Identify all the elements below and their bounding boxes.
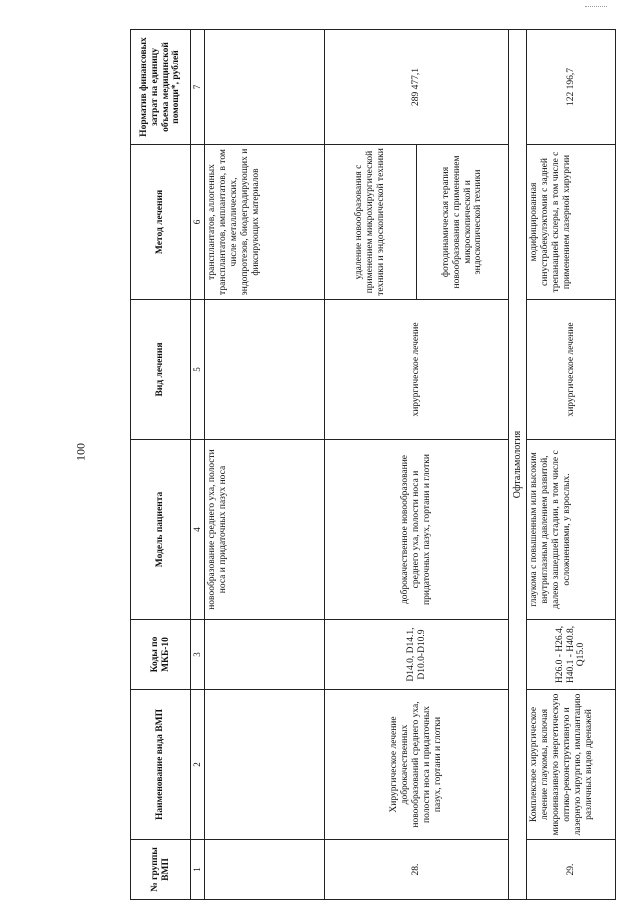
vmp-table xyxy=(130,29,616,900)
vmp-name-cell: Комплексное хирургическое лечение глаукомы, включая микроинвазивную энергетическую оптико-реконструктивную и лазерную хирургию, имплантацию различных видов дренажей xyxy=(527,690,616,840)
empty-cell xyxy=(205,690,325,840)
page-number: 100 xyxy=(73,443,88,461)
header-cost-norm: Норматив финансовых затрат на единицу объема медицинской помощи*, рублей xyxy=(131,30,191,145)
scan-artifact xyxy=(585,6,607,9)
header-vmp-name: Наименование вида ВМП xyxy=(131,690,191,840)
column-number: 7 xyxy=(191,30,205,145)
header-group-number: № группы ВМП xyxy=(131,840,191,900)
column-number: 5 xyxy=(191,300,205,440)
group-number-cell: 29. xyxy=(527,840,616,900)
treatment-type-cell: хирургическое лечение xyxy=(325,300,509,440)
group-number-cell: 28. xyxy=(325,840,509,900)
treatment-type-cell: хирургическое лечение xyxy=(527,300,616,440)
empty-cell xyxy=(205,30,325,145)
continuation-row xyxy=(205,30,325,900)
method-cell: фотодинамическая терапия новообразования с применением микроскопической и эндоскопической техники xyxy=(417,145,509,300)
column-number-row xyxy=(191,30,205,900)
method-cell: модифицированная синустрабекулэктомия с задней трепанацией склеры, в том числе с применением лазерной хирургии xyxy=(527,145,616,300)
patient-model-cell: глаукома с повышенным или высоким внутриглазным давлением развитой, далеко зашедшей стадии, в том числе с осложнениями, у взрослых. xyxy=(527,440,616,620)
patient-model-cell: доброкачественное новообразование среднего уха, полости носа и придаточных пазух, гортани и глотки xyxy=(325,440,509,620)
vmp-name-cell: Хирургическое лечение доброкачественных новообразований среднего уха, полости носа и придаточных пазух, гортани и глотки xyxy=(325,690,509,840)
section-title: Офтальмология xyxy=(509,30,527,900)
header-icd-codes: Коды по МКБ-10 xyxy=(131,620,191,690)
empty-cell xyxy=(205,620,325,690)
patient-model-cell: новообразование среднего уха, полости носа и придаточных пазух носа xyxy=(205,440,325,620)
column-number: 3 xyxy=(191,620,205,690)
section-row xyxy=(509,30,527,900)
column-number: 6 xyxy=(191,145,205,300)
header-treatment-type: Вид лечения xyxy=(131,300,191,440)
group-28-row xyxy=(325,30,417,900)
icd-codes-cell: D14.0, D14.1, D10.0-D10.9 xyxy=(325,620,509,690)
method-cell: удаление новообразования с применением микрохирургической техники и эндоскопической техники xyxy=(325,145,417,300)
column-number: 1 xyxy=(191,840,205,900)
header-treatment-method: Метод лечения xyxy=(131,145,191,300)
group-29-row xyxy=(527,30,616,900)
header-row xyxy=(131,30,191,900)
header-patient-model: Модель пациента xyxy=(131,440,191,620)
cost-cell: 289 477,1 xyxy=(325,30,509,145)
column-number: 2 xyxy=(191,690,205,840)
method-cell: трансплантатов, аллогенных трансплантатов, имплантатов, в том числе металлических, эндопротезов, биодеградирующих и фиксирующих материалов xyxy=(205,145,325,300)
empty-cell xyxy=(205,300,325,440)
cost-cell: 122 196,7 xyxy=(527,30,616,145)
rotated-table-container xyxy=(130,30,615,900)
column-number: 4 xyxy=(191,440,205,620)
icd-codes-cell: H26.0 - H26.4, H40.1 - H40.8, Q15.0 xyxy=(527,620,616,690)
empty-cell xyxy=(205,840,325,900)
